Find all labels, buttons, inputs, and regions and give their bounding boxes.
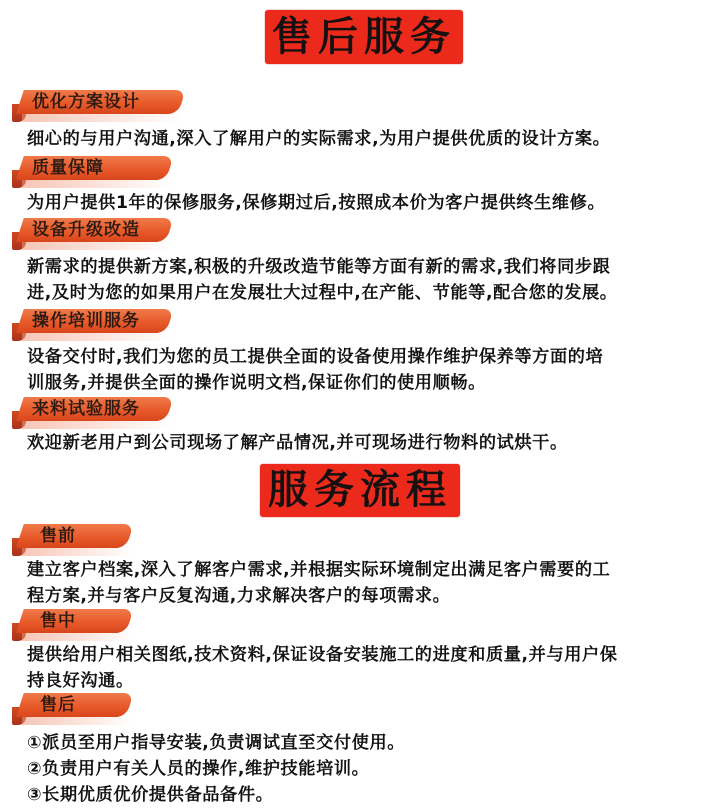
body-line: 提供给用户相关图纸,技术资料,保证设备安装施工的进度和质量,并与用户保 [27, 645, 618, 665]
body-line: 欢迎新老用户到公司现场了解产品情况,并可现场进行物料的试烘干。 [27, 433, 568, 453]
after-sales-title-banner [265, 10, 463, 64]
section-heading-label: 售后 [40, 695, 76, 715]
numbered-item: ①派员至用户指导安装,负责调试直至交付使用。 [27, 733, 406, 753]
body-line: 进,及时为您的如果用户在发展壮大过程中,在产能、节能等,配合您的发展。 [27, 283, 618, 303]
section-heading-label: 操作培训服务 [32, 311, 140, 331]
section-body-pre-sale [27, 557, 697, 609]
section-body-operation-training [27, 344, 697, 396]
section-body-quality-assurance [27, 190, 697, 216]
body-line: 细心的与用户沟通,深入了解用户的实际需求,为用户提供优质的设计方案。 [27, 129, 611, 149]
body-line: 持良好沟通。 [27, 671, 134, 691]
section-body-equipment-upgrade [27, 254, 697, 306]
section-heading-label: 设备升级改造 [32, 220, 140, 240]
body-line: 建立客户档案,深入了解客户需求,并根据实际环境制定出满足客户需要的工 [27, 560, 611, 580]
numbered-item: ②负责用户有关人员的操作,维护技能培训。 [27, 759, 370, 779]
service-process-title-banner [260, 464, 460, 517]
section-heading-label: 来料试验服务 [32, 399, 140, 419]
section-body-material-trial [27, 430, 697, 456]
section-heading-label: 售前 [40, 526, 76, 546]
section-heading-label: 优化方案设计 [32, 92, 140, 112]
body-line: 训服务,并提供全面的操作说明文档,保证你们的使用顺畅。 [27, 373, 486, 393]
body-line: 程方案,并与客户反复沟通,力求解决客户的每项需求。 [27, 586, 451, 606]
body-line: 设备交付时,我们为您的员工提供全面的设备使用操作维护保养等方面的培 [27, 347, 604, 367]
section-heading-label: 质量保障 [32, 158, 104, 178]
service-process-title: 服务流程 [268, 467, 452, 513]
section-heading-label: 售中 [40, 611, 76, 631]
body-line: 为用户提供1年的保修服务,保修期过后,按照成本价为客户提供终生维修。 [27, 193, 606, 213]
body-line: 新需求的提供新方案,积极的升级改造节能等方面有新的需求,我们将同步跟 [27, 257, 611, 277]
after-sales-title: 售后服务 [272, 14, 456, 60]
section-body-design-optimization [27, 126, 697, 152]
numbered-item: ③长期优质优价提供备品备件。 [27, 785, 274, 805]
section-body-after-sale [27, 730, 697, 808]
section-body-in-sale [27, 642, 697, 694]
